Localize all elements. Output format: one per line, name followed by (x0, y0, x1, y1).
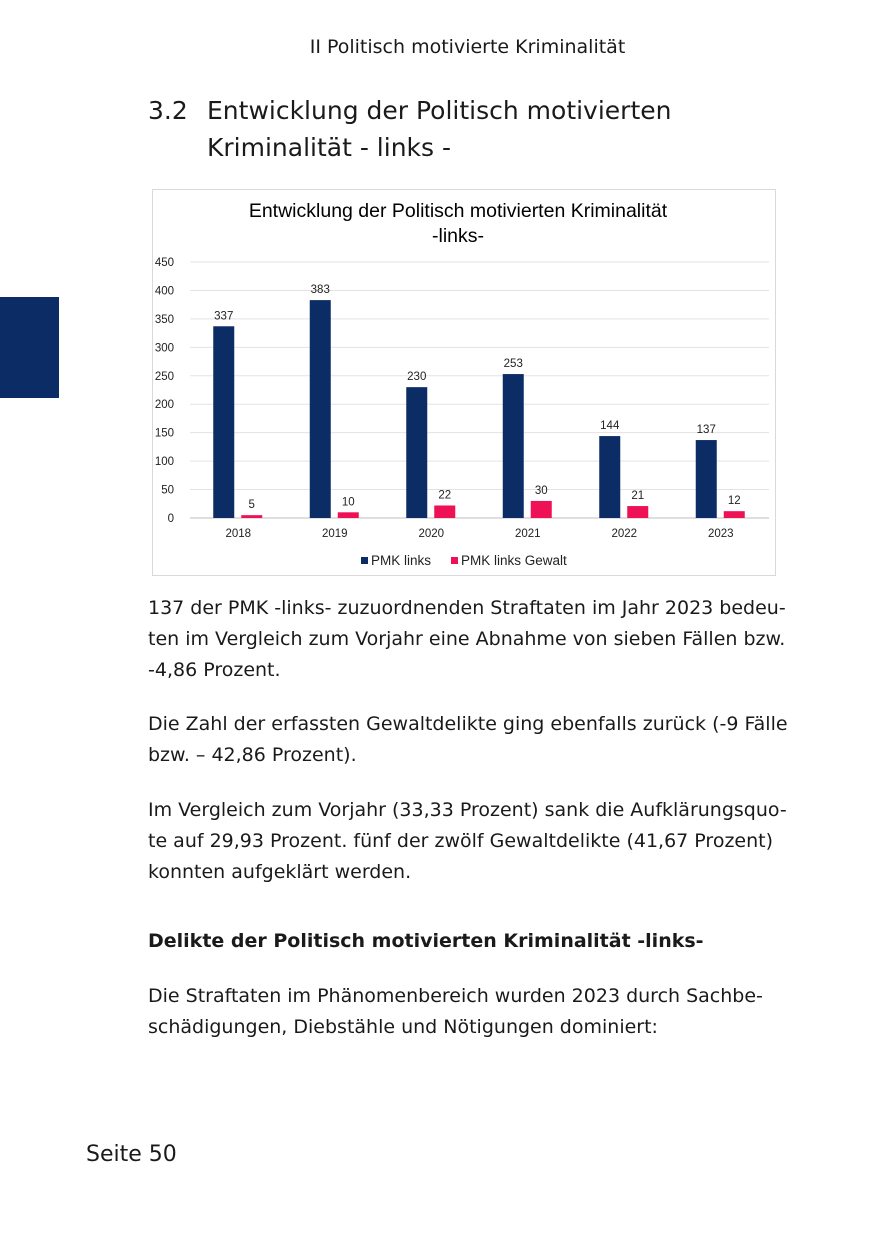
paragraph-1 (148, 593, 788, 686)
y-tick-label: 0 (167, 513, 174, 525)
paragraph-3-line-3: konnten aufgeklärt werden. (148, 861, 412, 883)
data-label: 144 (600, 420, 620, 433)
x-tick-label: 2018 (225, 528, 252, 540)
legend-label: PMK links Gewalt (461, 553, 567, 568)
paragraph-3-line-2: te auf 29,93 Prozent. fünf der zwölf Gewaltdelikte (41,67 Prozent) (148, 830, 774, 852)
data-label: 137 (696, 424, 716, 437)
bar-pmk-links-gewalt (724, 511, 745, 518)
data-label: 12 (727, 495, 741, 508)
paragraph-1-line-1: 137 der PMK -links- zuzuordnenden Straftaten im Jahr 2023 bedeu- (148, 597, 786, 619)
bar-pmk-links-gewalt (531, 501, 552, 518)
bar-pmk-links (310, 300, 331, 518)
data-label: 21 (631, 490, 645, 503)
bar-pmk-links (503, 374, 524, 518)
data-label: 230 (407, 371, 427, 384)
bar-pmk-links (213, 326, 234, 518)
section-title-line-1: Entwicklung der Politisch motivierten (207, 96, 672, 125)
data-label: 383 (310, 284, 330, 297)
subheading: Delikte der Politisch motivierten Kriminalität -links- (148, 930, 704, 952)
legend-swatch (361, 557, 368, 564)
paragraph-3 (148, 795, 788, 888)
paragraph-2-line-1: Die Zahl der erfassten Gewaltdelikte ging ebenfalls zurück (-9 Fälle (148, 713, 788, 735)
y-tick-label: 50 (161, 484, 174, 497)
page-number: Seite 50 (86, 1142, 177, 1167)
chart-grid (155, 257, 769, 525)
legend-label: PMK links (371, 553, 432, 568)
chart-title-line-2: -links- (432, 225, 484, 247)
closing-paragraph (148, 981, 788, 1043)
y-tick-label: 200 (154, 399, 174, 412)
y-tick-label: 350 (154, 313, 174, 326)
section-title-line-2: Kriminalität - links - (207, 133, 452, 162)
bar-pmk-links-gewalt (338, 512, 359, 518)
closing-paragraph-line-1: Die Straftaten im Phänomenbereich wurden 2023 durch Sachbe- (148, 985, 763, 1007)
y-tick-label: 450 (154, 257, 174, 269)
x-tick-label: 2021 (514, 528, 541, 540)
bar-pmk-links-gewalt (241, 515, 262, 518)
y-tick-label: 400 (154, 285, 174, 298)
data-label: 30 (534, 484, 548, 497)
data-label: 5 (248, 499, 255, 512)
data-label: 253 (503, 358, 523, 371)
section-title (207, 92, 727, 166)
data-label: 337 (214, 310, 234, 323)
bar-pmk-links (599, 436, 620, 518)
closing-paragraph-line-2: schädigungen, Diebstähle und Nötigungen dominiert: (148, 1016, 658, 1038)
chart-legend (361, 553, 567, 568)
data-label: 22 (438, 489, 452, 502)
bar-pmk-links-gewalt (627, 506, 648, 518)
bar-pmk-links (406, 387, 427, 518)
section-number: 3.2 (148, 96, 188, 125)
chapter-marker (0, 297, 59, 398)
bar-pmk-links-gewalt (434, 505, 455, 518)
legend-swatch (451, 557, 458, 564)
paragraph-2 (148, 709, 788, 771)
running-header: II Politisch motivierte Kriminalität (309, 36, 626, 58)
paragraph-1-line-2: ten im Vergleich zum Vorjahr eine Abnahme von sieben Fällen bzw. (148, 628, 786, 650)
x-tick-label: 2023 (707, 528, 734, 540)
x-tick-label: 2019 (321, 528, 348, 540)
paragraph-2-line-2: bzw. – 42,86 Prozent). (148, 744, 357, 766)
bar-chart (152, 189, 776, 576)
y-tick-label: 300 (154, 342, 174, 355)
y-tick-label: 100 (154, 456, 174, 469)
paragraph-3-line-1: Im Vergleich zum Vorjahr (33,33 Prozent) sank die Aufklärungsquo- (148, 799, 787, 821)
x-tick-label: 2020 (418, 528, 445, 540)
chart-canvas (153, 190, 777, 577)
paragraph-1-line-3: -4,86 Prozent. (148, 659, 281, 681)
chart-title-line-1: Entwicklung der Politisch motivierten Kriminalität (248, 200, 668, 222)
y-tick-label: 250 (154, 370, 174, 383)
chart-bars (213, 284, 745, 540)
x-tick-label: 2022 (611, 528, 638, 540)
bar-pmk-links (696, 440, 717, 518)
data-label: 10 (341, 496, 355, 509)
y-tick-label: 150 (154, 427, 174, 440)
